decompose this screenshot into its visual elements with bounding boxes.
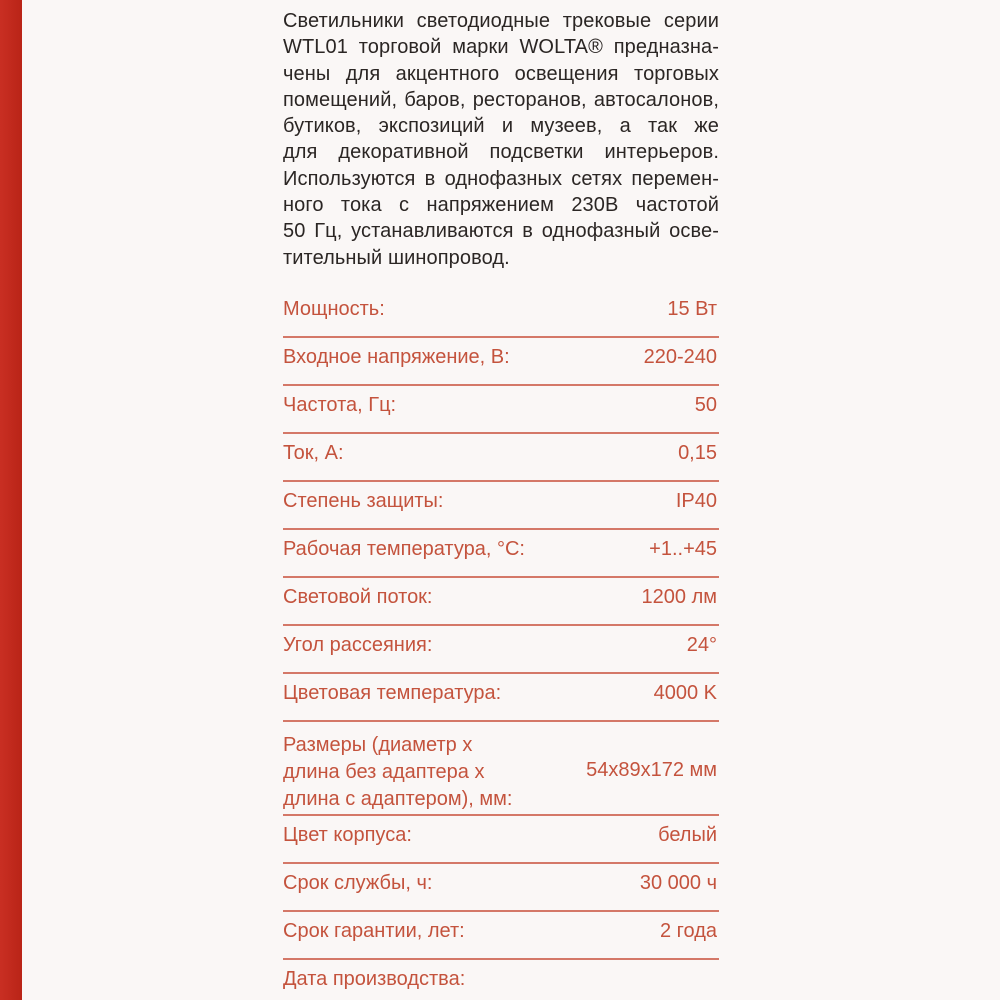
red-side-stripe xyxy=(0,0,22,1000)
spec-row-production-date xyxy=(283,960,719,1000)
intro-line: чены для акцентного освещения торговых xyxy=(283,62,719,85)
spec-row-input-voltage xyxy=(283,338,719,386)
spec-row-luminous-flux xyxy=(283,578,719,626)
spec-row-current xyxy=(283,434,719,482)
intro-line: WTL01 торговой марки WOLTA® предназна- xyxy=(283,36,719,59)
spec-label: Входное напряжение, В: xyxy=(283,346,510,368)
spec-value: 50 xyxy=(694,394,717,416)
spec-label: Цвет корпуса: xyxy=(283,824,412,846)
spec-value: 24° xyxy=(686,634,717,656)
spec-label: Мощность: xyxy=(283,298,385,320)
spec-value: 15 Вт xyxy=(667,298,717,320)
spec-row-beam-angle xyxy=(283,626,719,674)
spec-value: 1200 лм xyxy=(641,586,717,608)
spec-row-power xyxy=(283,290,719,338)
spec-label: Цветовая температура: xyxy=(283,682,502,704)
spec-label: Рабочая температура, °С: xyxy=(283,538,525,560)
spec-row-dimensions xyxy=(283,722,719,816)
intro-line: ного тока с напряжением 230В частотой xyxy=(283,194,719,217)
spec-value: 4000 K xyxy=(653,682,717,704)
spec-row-operating-temperature xyxy=(283,530,719,578)
intro-line: помещений, баров, ресторанов, автосалонов, xyxy=(283,88,719,111)
spec-label: Ток, А: xyxy=(283,442,344,464)
spec-value: 54х89х172 мм xyxy=(586,759,717,781)
intro-line: бутиков, экспозиций и музеев, а так же xyxy=(283,115,719,138)
spec-value: 0,15 xyxy=(678,442,717,464)
intro-line: тительный шинопровод. xyxy=(283,246,510,269)
intro-paragraph xyxy=(283,8,719,271)
spec-value: IP40 xyxy=(675,490,717,512)
spec-row-color-temperature xyxy=(283,674,719,722)
spec-value: +1..+45 xyxy=(649,538,717,560)
spec-label: Срок гарантии, лет: xyxy=(283,920,465,942)
spec-label: Степень защиты: xyxy=(283,490,444,512)
spec-label: Срок службы, ч: xyxy=(283,872,433,894)
intro-line: для декоративной подсветки интерьеров. xyxy=(283,141,719,164)
spec-value: 2 года xyxy=(659,920,717,942)
spec-row-protection xyxy=(283,482,719,530)
spec-label: Частота, Гц: xyxy=(283,394,397,416)
spec-value: белый xyxy=(658,824,717,846)
spec-label: Дата производства: xyxy=(283,968,466,990)
specs-table xyxy=(283,290,719,1000)
spec-row-warranty xyxy=(283,912,719,960)
spec-value: 30 000 ч xyxy=(639,872,717,894)
intro-line: Светильники светодиодные трековые серии xyxy=(283,10,719,32)
spec-label: Угол рассеяния: xyxy=(283,634,433,656)
intro-line: Используются в однофазных сетях перемен- xyxy=(283,167,719,190)
spec-label: Размеры (диаметр х длина без адаптера х длина с адаптером), мм: xyxy=(283,734,513,810)
spec-row-frequency xyxy=(283,386,719,434)
spec-row-body-color xyxy=(283,816,719,864)
spec-label: Световой поток: xyxy=(283,586,433,608)
intro-block xyxy=(283,8,719,271)
spec-value: 220-240 xyxy=(643,346,717,368)
spec-row-service-life xyxy=(283,864,719,912)
intro-line: 50 Гц, устанавливаются в однофазный осве- xyxy=(283,220,719,243)
